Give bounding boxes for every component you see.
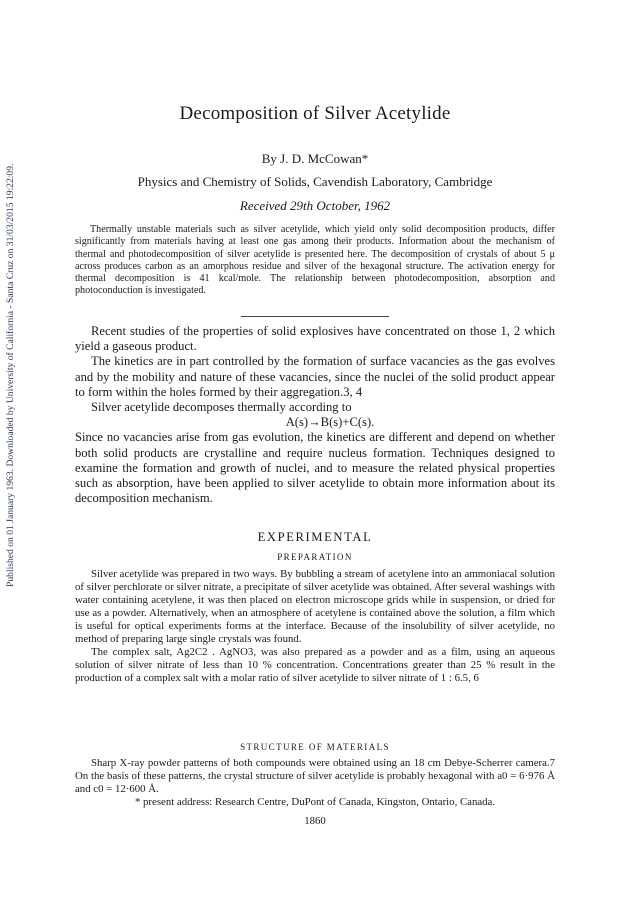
preparation-paragraph-1: Silver acetylide was prepared in two ways. By bubbling a stream of acetylene into an ammoniacal solution of silver perchlorate or silver nitrate, a precipitate of silver acetylide was obtained. After several washings with water containing acetylene, it was then placed on electron microscope grids while in suspension, or dried for use as a powder. Alternatively, when an atmosphere of acetylene is contained above the solution, a film which is useful for optical experiments forms at the interface. Because of the insolubility of silver acetylide, no method of preparing large single crystals was found. [75,568,555,645]
affiliation: Physics and Chemistry of Solids, Cavendish Laboratory, Cambridge [137,174,493,189]
abstract: Thermally unstable materials such as silver acetylide, which yield only solid decomposition products, differ significantly from materials having at least one gas among their products. Information about the mechanism of thermal and photodecomposition of silver acetylide is presented here. The decomposition of crystals of about 5 μ across produces carbon as an amorphous residue and silver of the hexagonal structure. The activation energy for thermal decomposition is 41 kcal/mole. The relationship between photodecomposition, absorption and photoconduction is investigated. [75,224,555,297]
decomposition-equation: A(s)→B(s)+C(s). [285,415,375,430]
structure-body [75,757,555,796]
structure-section [75,742,555,752]
intro-paragraph-1: Recent studies of the properties of solid explosives have concentrated on those 1, 2 which yield a gaseous product. [75,324,555,354]
received-date: Received 29th October, 1962 [239,198,391,213]
author-line: By J. D. McCowan* [261,151,369,166]
experimental-section [75,530,555,545]
preparation-paragraph-2: The complex salt, Ag2C2 . AgNO3, was also prepared as a powder and as a film, using an aqueous solution of silver nitrate of less than 10 % concentration. Concentrations greater than 25 % result in the production of a complex salt with a molar ratio of silver acetylide to silver nitrate of 1 : 6.5, 6 [75,646,555,684]
author-footnote: * present address: Research Centre, DuPont of Canada, Kingston, Ontario, Canada. [134,796,496,808]
publication-sidebar [0,0,22,912]
intro-paragraph-4: Since no vacancies arise from gas evolution, the kinetics are different and depend on whether both solid products are crystalline and require nucleus formation. Techniques designed to examine the formation and growth of nuclei, and to measure the related physical properties such as absorption, have been applied to silver acetylide to obtain more information about its decomposition mechanism. [75,430,555,506]
experimental-heading: EXPERIMENTAL [257,530,373,544]
structure-heading: STRUCTURE OF MATERIALS [240,742,390,752]
introduction [75,324,555,506]
published-notice: Published on 01 January 1963. Downloaded by University of California - Santa Cruz on 31/03/2015 19:22:09. [5,163,16,587]
abstract-divider [241,316,389,317]
preparation-body [75,568,555,685]
preparation-section [75,552,555,562]
preparation-heading: PREPARATION [277,552,353,562]
structure-paragraph-1: Sharp X-ray powder patterns of both compounds were obtained using an 18 cm Debye-Scherrer camera.7 On the basis of these patterns, the crystal structure of silver acetylide is probably hexagonal with a0 = 6·976 Å and c0 = 12·600 Å. [75,757,555,795]
intro-paragraph-2: The kinetics are in part controlled by the formation of surface vacancies as the gas evolves and by the mobility and nature of these vacancies, since the nuclei of the solid product appear to form within the holes formed by their aggregation.3, 4 [75,354,555,399]
article-title: Decomposition of Silver Acetylide [179,103,451,124]
intro-paragraph-3: Silver acetylide decomposes thermally according to [91,400,352,415]
page-number: 1860 [304,815,326,827]
